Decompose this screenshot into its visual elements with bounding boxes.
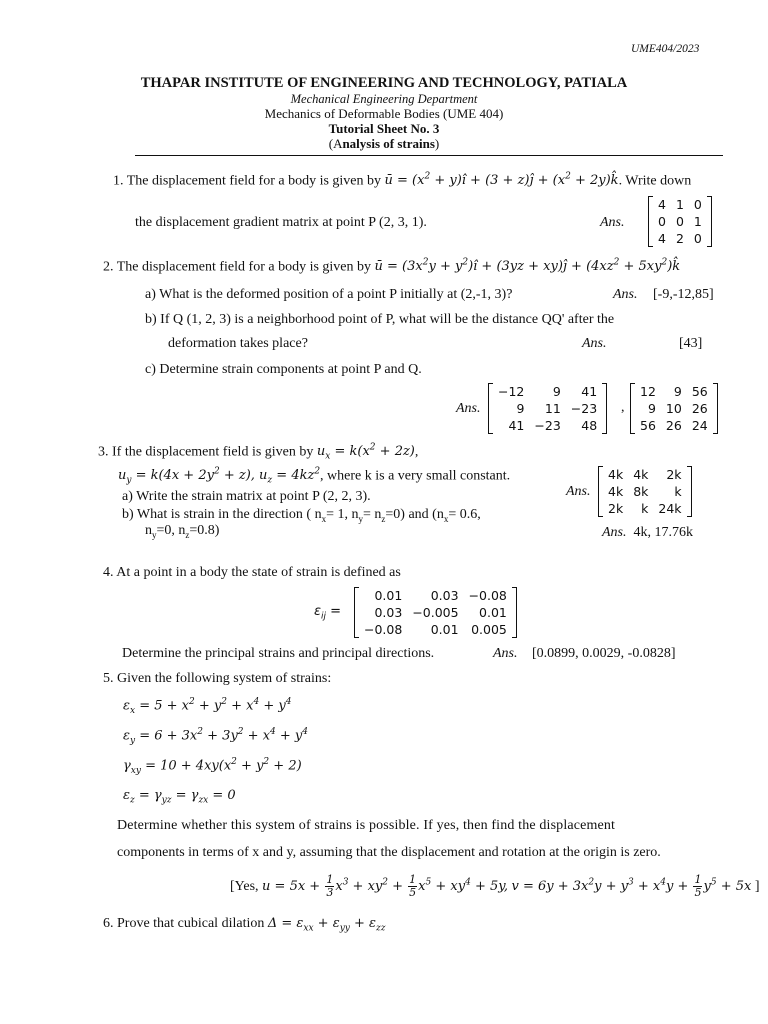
q1-line2: the displacement gradient matrix at point P (2, 3, 1). <box>135 215 427 230</box>
q2-strain-matrix-q <box>630 383 718 434</box>
matrix-cell: 0.01 <box>479 605 507 620</box>
q1-ans-label: Ans. <box>600 215 625 230</box>
matrix-cell: 0 <box>675 214 684 229</box>
sheet-topic: (Analysis of strains) <box>328 136 440 151</box>
q4-ans-label: Ans. <box>493 646 518 661</box>
matrix-cell: 2k <box>608 501 624 516</box>
matrix-cell: −23 <box>534 418 561 433</box>
q4-ans: [0.0899, 0.0029, -0.0828] <box>532 646 676 661</box>
q3-strain-matrix <box>598 466 692 517</box>
q3-part-b-line2: $n_y=0$, $n_z=0.8$) <box>145 523 220 540</box>
q3-uy-uz-formula: $u_y = k(4x + 2y^2 + z)$, $u_z = 4kz^2$ <box>118 467 321 486</box>
matrix-row <box>603 466 687 483</box>
matrix-cell: 12 <box>640 384 656 399</box>
header-rule <box>135 155 723 156</box>
q4-epsilon-label: $\varepsilon_{ij}$ = <box>314 604 342 622</box>
institute-title: THAPAR INSTITUTE OF ENGINEERING AND TECHNOLOGY, PATIALA <box>140 75 628 91</box>
matrix-cell: 41 <box>508 418 525 433</box>
matrix-cell: 0 <box>658 214 666 229</box>
matrix-cell: −23 <box>570 401 598 416</box>
matrix-cell: k <box>674 484 682 499</box>
matrix-row <box>359 621 512 638</box>
matrix-row <box>635 383 713 400</box>
matrix-row <box>493 417 602 434</box>
q5-answer-v: $v = 6y + 3x^2y + y^3 + x^4y$ + $\frac{1}{5}$ $y^5 + 5x$ <box>511 873 752 899</box>
matrix-row <box>359 604 512 621</box>
q2-part-b-line2: deformation takes place? <box>168 336 308 351</box>
q3-part-b-line1: b) What is strain in the direction ( $n_x= 1$, $n_y= n_z=0$) and ($n_x= 0.6$, <box>122 507 481 524</box>
q3-ans-label: Ans. <box>566 484 591 499</box>
q4-statement: 4. At a point in a body the state of strain is defined as <box>103 565 401 580</box>
matrix-cell: k <box>641 501 649 516</box>
matrix-cell: 0.005 <box>471 622 507 637</box>
course-code: UME404/2023 <box>631 43 700 55</box>
q2-matrix-separator: , <box>621 400 625 415</box>
q5-answer-u: u = 5x + $\frac{1}{3}$ $x^3 + xy^2$ + $\frac{1}{5}$ $x^5 + xy^4 + 5y$, <box>262 873 509 899</box>
q2-part-a: a) What is the deformed position of a point P initially at (2,-1, 3)? <box>145 287 513 302</box>
matrix-row <box>359 587 512 604</box>
q5-strain-gxy: $\gamma_{xy} = 10 + 4xy(x^2 + y^2 + 2)$ <box>123 757 302 776</box>
matrix-cell: 10 <box>665 401 682 416</box>
matrix-cell: 9 <box>552 384 561 399</box>
matrix-cell: 4k <box>608 467 624 482</box>
matrix-cell: 24 <box>691 418 708 433</box>
q2-part-c: c) Determine strain components at point P and Q. <box>145 362 422 377</box>
matrix-cell: 26 <box>665 418 682 433</box>
matrix-cell: 0.03 <box>430 588 459 603</box>
matrix-cell: 0.01 <box>374 588 403 603</box>
matrix-cell: 24k <box>658 501 682 516</box>
q2-strain-matrix-p <box>488 383 607 434</box>
matrix-row <box>635 417 713 434</box>
matrix-cell: 0 <box>693 231 702 246</box>
q2-b-ans: [43] <box>679 336 703 351</box>
q2-part-b-line1: b) If Q (1, 2, 3) is a neighborhood point of P, what will be the distance QQ' after the <box>145 312 615 327</box>
matrix-cell: 26 <box>691 401 708 416</box>
matrix-cell: 0.03 <box>374 605 403 620</box>
q5-paragraph-line1: Determine whether this system of strains is possible. If yes, then find the displacement <box>117 818 616 833</box>
q5-strain-ex: $\varepsilon_x = 5 + x^2 + y^2 + x^4 + y^4$ <box>123 697 292 716</box>
matrix-row <box>653 213 707 230</box>
q4-text: Determine the principal strains and principal directions. <box>122 646 435 661</box>
matrix-cell: 0.01 <box>430 622 459 637</box>
matrix-row <box>635 400 713 417</box>
q3-ux-formula: $u_x = k(x^2 + 2z)$ <box>316 443 415 462</box>
q2-a-ans-label: Ans. <box>613 287 638 302</box>
matrix-row <box>493 400 602 417</box>
matrix-cell: 0 <box>693 197 702 212</box>
q1-answer-matrix <box>648 196 712 247</box>
sheet-title: Tutorial Sheet No. 3 <box>328 121 440 136</box>
matrix-cell: 9 <box>673 384 682 399</box>
q3-b-answer: Ans. 4k, 17.76k <box>602 525 693 540</box>
course-name: Mechanics of Deformable Bodies (UME 404) <box>264 106 504 121</box>
matrix-cell: 56 <box>640 418 656 433</box>
q1-statement: 1. The displacement field for a body is given by ū = ($x^2$ + y)î + (3 + z)ĵ + ($x^2$ + 2y)k̂. Write down <box>113 172 692 189</box>
q1-displacement-formula: ū = ($x^2$ + y)î + (3 + z)ĵ + ($x^2$ + 2y)k̂ <box>384 172 619 189</box>
q5-strain-ey: $\varepsilon_y = 6 + 3x^2 + 3y^2 + x^4 + y^4$ <box>123 727 309 746</box>
q3-line2: $u_y = k(4x + 2y^2 + z)$, $u_z = 4kz^2$, where k is a very small constant. <box>118 467 511 486</box>
q2-statement: 2. The displacement field for a body is given by ū = ($3x^2y$ + $y^2)î + (3yz$ + xy)ĵ + ($4xz^2$ + $5xy^2)k̂$ <box>103 258 681 275</box>
q2-b-ans-label: Ans. <box>582 336 607 351</box>
matrix-row <box>603 483 687 500</box>
matrix-cell: 2 <box>675 231 684 246</box>
q2-c-ans-label: Ans. <box>456 401 481 416</box>
matrix-cell: 4k <box>633 467 649 482</box>
matrix-cell: −0.08 <box>364 622 403 637</box>
q5-strain-zero: $\varepsilon_z = \gamma_{yz} = \gamma_{zx} = 0$ <box>123 788 236 806</box>
department-name: Mechanical Engineering Department <box>290 92 478 106</box>
q6-statement: 6. Prove that cubical dilation $\Delta = \varepsilon_{xx} + \varepsilon_{yy} + \varepsilon_{zz}$ <box>103 916 386 934</box>
q2-a-ans: [-9,-12,85] <box>653 287 714 302</box>
q2-displacement-formula: ū = ($3x^2y$ + $y^2)î + (3yz$ + xy)ĵ + ($4xz^2$ + $5xy^2)k̂$ <box>374 258 681 275</box>
matrix-row <box>603 500 687 517</box>
matrix-cell: 56 <box>691 384 708 399</box>
matrix-cell: 2k <box>666 467 682 482</box>
matrix-cell: −0.005 <box>412 605 459 620</box>
matrix-cell: 9 <box>516 401 525 416</box>
matrix-cell: 11 <box>544 401 561 416</box>
q5-statement: 5. Given the following system of strains: <box>103 671 332 686</box>
q5-paragraph-line2: components in terms of x and y, assuming that the displacement and rotation at the origin is zero. <box>117 845 661 860</box>
q3-part-a: a) Write the strain matrix at point P (2, 2, 3). <box>122 489 371 504</box>
matrix-row <box>653 196 707 213</box>
matrix-cell: 4 <box>658 197 666 212</box>
matrix-cell: 1 <box>693 214 702 229</box>
q4-strain-matrix <box>354 587 517 638</box>
matrix-cell: 4k <box>608 484 624 499</box>
matrix-cell: 1 <box>675 197 684 212</box>
matrix-cell: 4 <box>658 231 666 246</box>
matrix-cell: 41 <box>581 384 598 399</box>
matrix-cell: −0.08 <box>468 588 507 603</box>
q5-answer: [Yes, u = 5x + $\frac{1}{3}$ $x^3 + xy^2$ + $\frac{1}{5}$ $x^5 + xy^4 + 5y$, $v = 6y + 3x^2y + y^3 + x^4y$ + $\frac{1}{5}$ $y^5 + 5x$ ] <box>230 873 760 899</box>
matrix-cell: 48 <box>581 418 598 433</box>
matrix-cell: 9 <box>647 401 656 416</box>
matrix-cell: −12 <box>498 384 525 399</box>
q3-statement: 3. If the displacement field is given by $u_x = k(x^2 + 2z)$, <box>98 443 419 462</box>
q6-dilation-formula: $\Delta = \varepsilon_{xx} + \varepsilon_{yy} + \varepsilon_{zz}$ <box>267 916 386 934</box>
matrix-row <box>493 383 602 400</box>
matrix-row <box>653 230 707 247</box>
matrix-cell: 8k <box>633 484 649 499</box>
